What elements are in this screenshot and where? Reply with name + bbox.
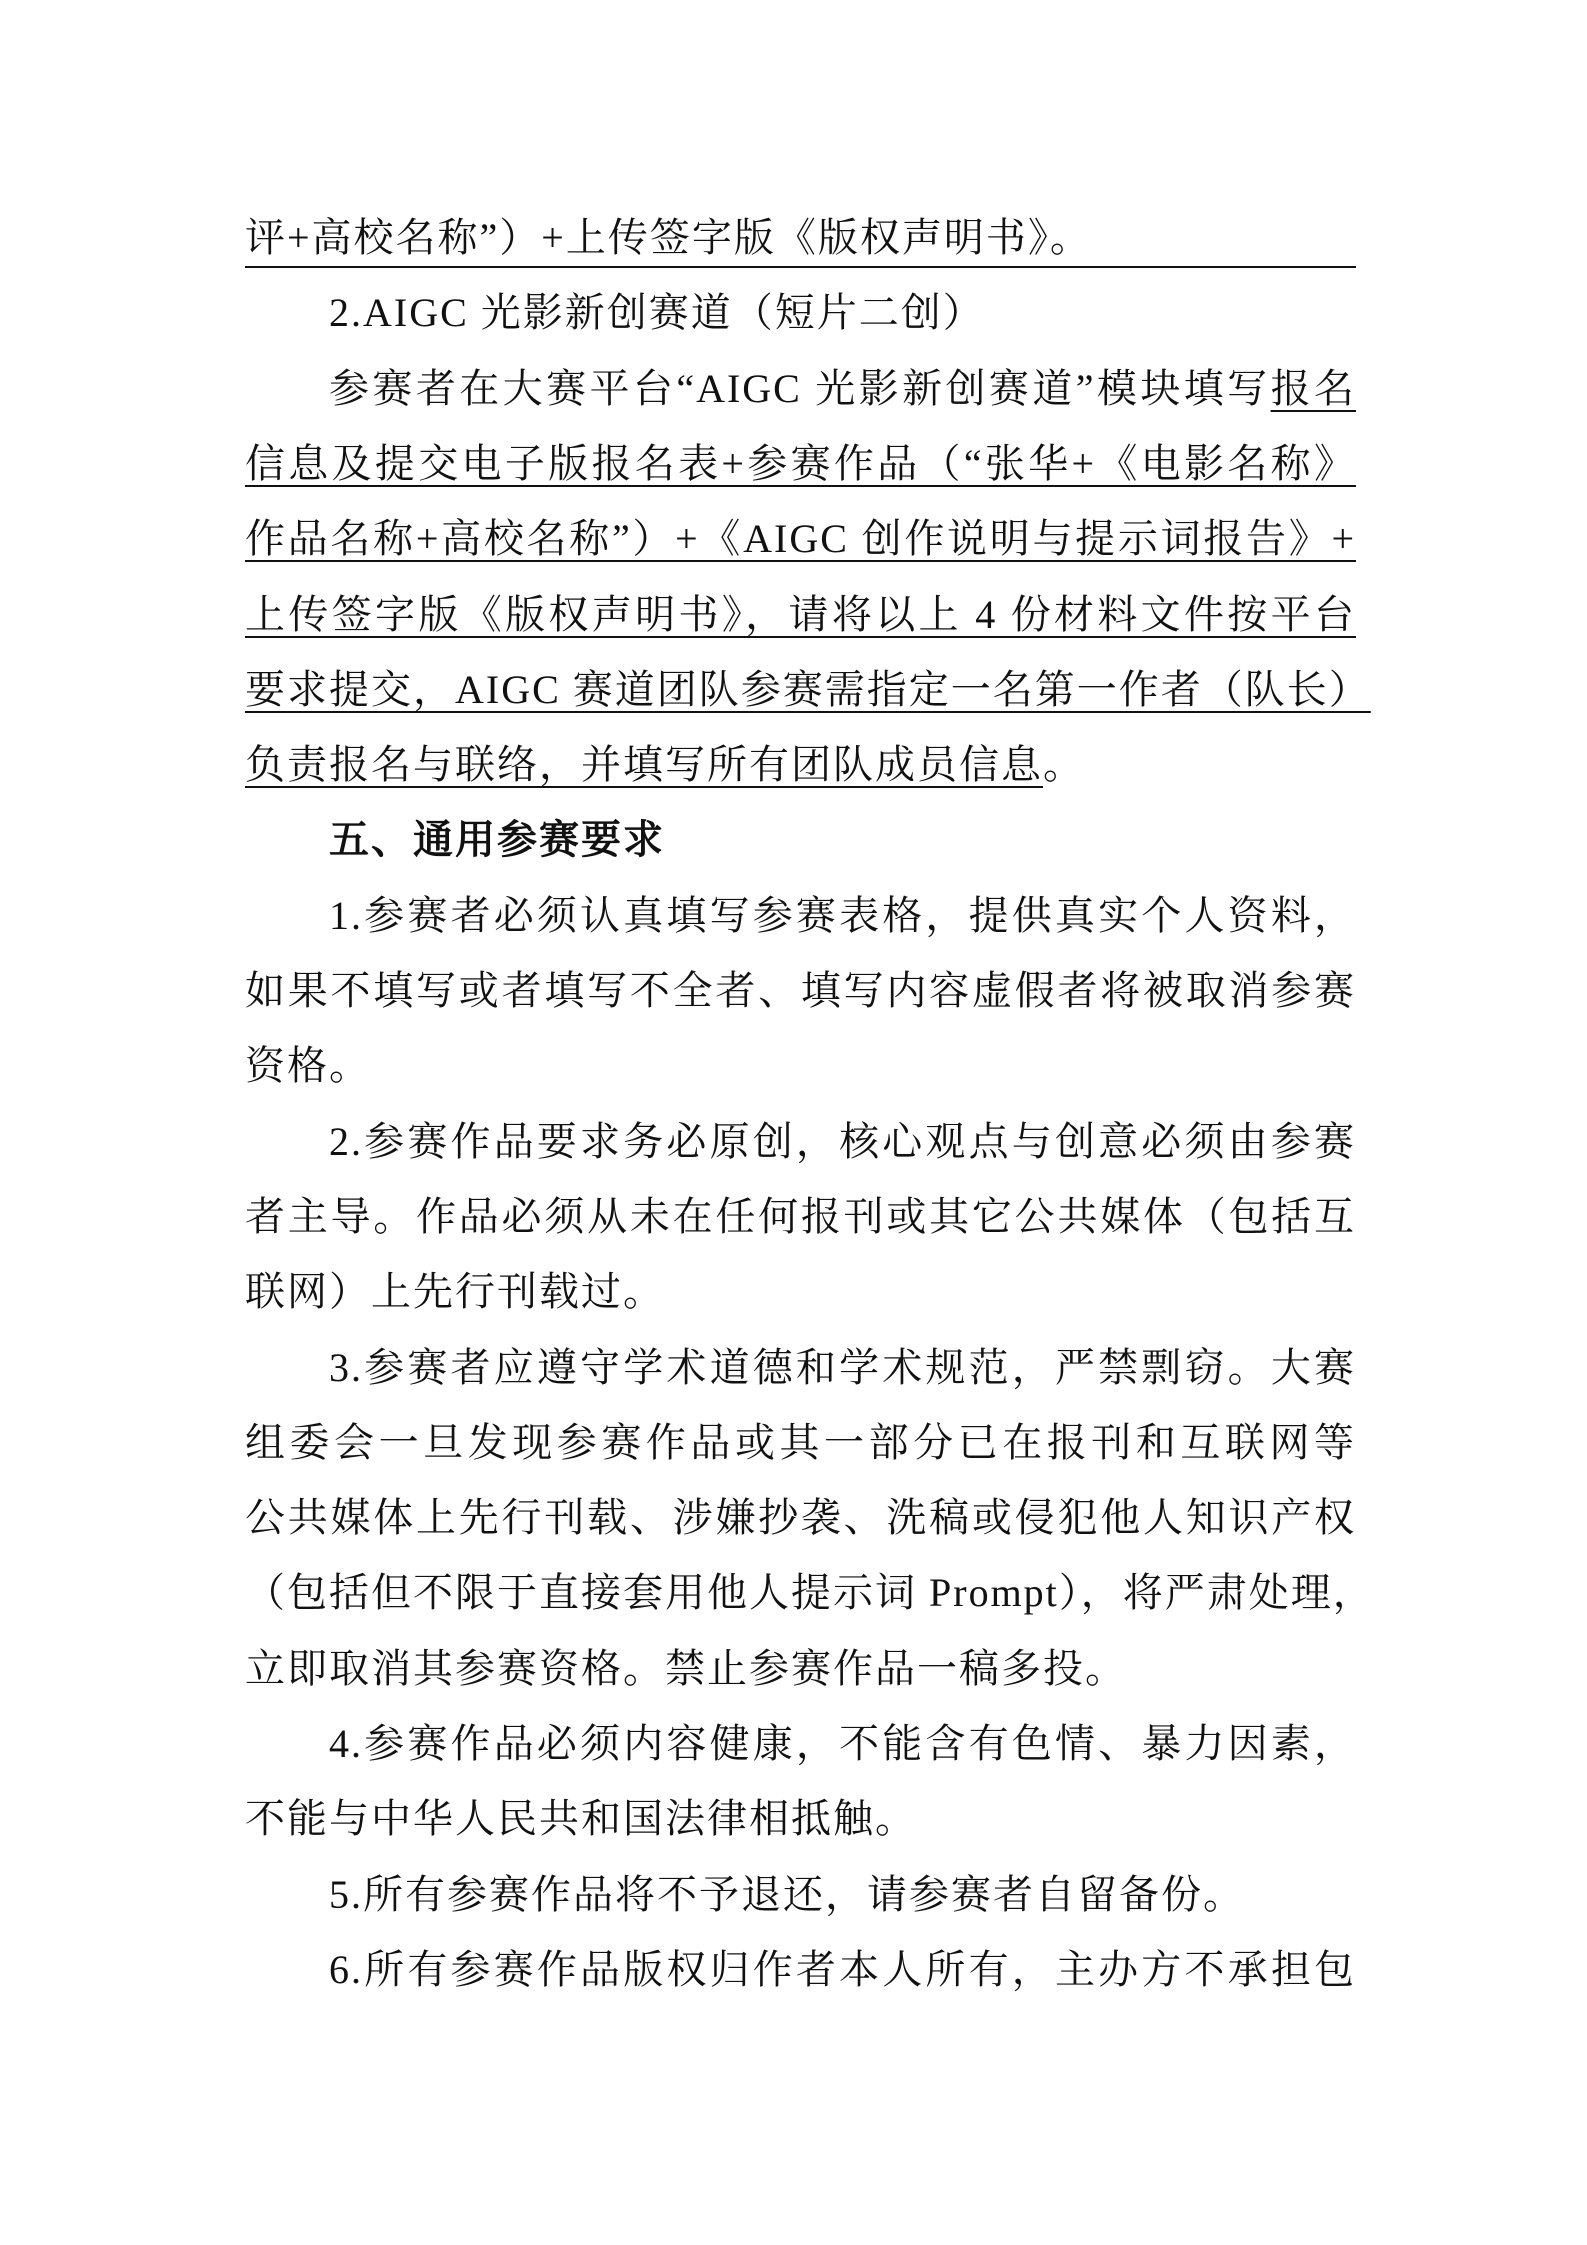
text-line bbox=[245, 1940, 1356, 2000]
text-segment: 参赛者在大赛平台“AIGC 光影新创赛道”模块填写 bbox=[329, 365, 1271, 411]
text-segment: 组委会一旦发现参赛作品或其一部分已在报刊和互联网等 bbox=[245, 1419, 1356, 1465]
text-line bbox=[245, 1639, 1356, 1699]
text-line bbox=[245, 1714, 1356, 1774]
text-line bbox=[245, 886, 1356, 946]
text-segment: （包括但不限于直接套用他人提示词 Prompt），将严肃处理， bbox=[245, 1570, 1375, 1616]
underlined-text: 作品名称+高校名称”）+《AIGC 创作说明与提示词报告》+ bbox=[245, 516, 1356, 562]
text-line bbox=[245, 660, 1371, 720]
text-line bbox=[245, 1112, 1356, 1172]
text-line bbox=[245, 961, 1356, 1021]
text-segment: 4.参赛作品必须内容健康，不能含有色情、暴力因素， bbox=[329, 1721, 1356, 1766]
underlined-text: 上传签字版《版权声明书》，请将以上 4 份材料文件按平台 bbox=[245, 591, 1356, 637]
text-segment: 公共媒体上先行刊载、涉嫌抄袭、洗稿或侵犯他人知识产权 bbox=[245, 1495, 1356, 1541]
text-line bbox=[245, 1187, 1356, 1247]
underlined-text: 信息及提交电子版报名表+参赛作品（“张华+《电影名称》 bbox=[245, 440, 1356, 486]
section-heading bbox=[245, 810, 1356, 870]
text-line bbox=[245, 1563, 1375, 1623]
text-segment: 五、通用参赛要求 bbox=[329, 817, 665, 863]
text-segment: 6.所有参赛作品版权归作者本人所有，主办方不承担包 bbox=[329, 1946, 1356, 1992]
text-line bbox=[245, 735, 1356, 795]
text-line bbox=[245, 1413, 1356, 1473]
text-segment: 者主导。作品必须从未在任何报刊或其它公共媒体（包括互 bbox=[245, 1193, 1356, 1239]
underlined-text: 要求提交，AIGC 赛道团队参赛需指定一名第一作者（队长） bbox=[245, 666, 1371, 712]
text-line bbox=[245, 359, 1356, 419]
text-line bbox=[245, 283, 1356, 343]
text-segment: 5.所有参赛作品将不予退还，请参赛者自留备份。 bbox=[329, 1871, 1245, 1917]
text-line bbox=[245, 585, 1356, 645]
text-segment: 资格。 bbox=[245, 1043, 371, 1089]
text-line bbox=[245, 1789, 1356, 1849]
text-line bbox=[245, 1036, 1356, 1096]
text-line bbox=[245, 1338, 1356, 1398]
text-line bbox=[245, 1262, 1356, 1322]
text-segment: 立即取消其参赛资格。禁止参赛作品一稿多投。 bbox=[245, 1645, 1127, 1691]
text-segment: 1.参赛者必须认真填写参赛表格，提供真实个人资料， bbox=[329, 892, 1356, 938]
text-segment: 如果不填写或者填写不全者、填写内容虚假者将被取消参赛 bbox=[245, 968, 1356, 1013]
underlined-text: 评+高校名称”）+上传签字版《版权声明书》。 bbox=[245, 210, 1356, 268]
underlined-text: 报名 bbox=[1270, 365, 1357, 411]
text-line bbox=[245, 1488, 1356, 1548]
text-line bbox=[245, 1865, 1356, 1925]
underlined-text: 负责报名与联络，并填写所有团队成员信息 bbox=[245, 742, 1043, 788]
text-segment: 2.AIGC 光影新创赛道（短片二创） bbox=[329, 290, 985, 336]
text-line bbox=[245, 208, 1356, 268]
text-segment: 。 bbox=[1043, 742, 1085, 788]
text-segment: 联网）上先行刊载过。 bbox=[245, 1269, 665, 1315]
text-line bbox=[245, 434, 1356, 494]
text-line bbox=[245, 509, 1356, 569]
text-segment: 3.参赛者应遵守学术道德和学术规范，严禁剽窃。大赛 bbox=[329, 1344, 1356, 1390]
text-segment: 2.参赛作品要求务必原创，核心观点与创意必须由参赛 bbox=[329, 1118, 1356, 1164]
text-segment: 不能与中华人民共和国法律相抵触。 bbox=[245, 1796, 917, 1842]
